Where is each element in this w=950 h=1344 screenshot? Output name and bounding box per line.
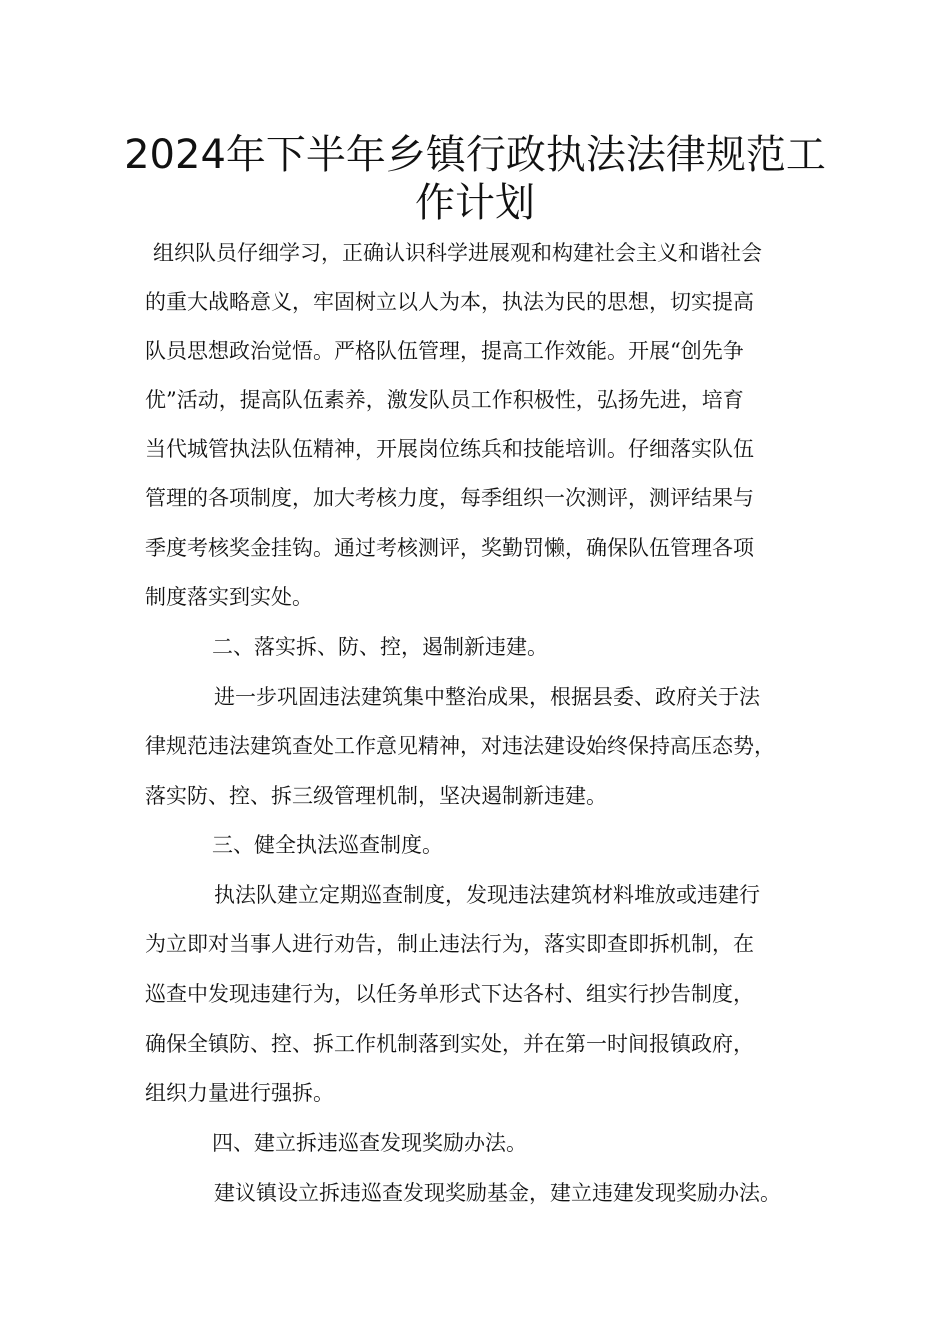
paragraph-line: 巡查中发现违建行为，以任务单形式下达各村、组实行抄告制度， xyxy=(145,982,754,1006)
document-title-line-2: 作计划 xyxy=(415,180,535,226)
section-heading: 三、健全执法巡查制度。 xyxy=(212,833,443,857)
paragraph-line: 为立即对当事人进行劝告，制止违法行为，落实即查即拆机制，在 xyxy=(145,932,754,956)
section-heading: 二、落实拆、防、控，遏制新违建。 xyxy=(212,635,548,659)
paragraph-line: 落实防、控、拆三级管理机制，坚决遏制新违建。 xyxy=(145,784,607,808)
paragraph-line: 季度考核奖金挂钩。通过考核测评，奖勤罚懒，确保队伍管理各项 xyxy=(145,536,754,560)
paragraph-line: 当代城管执法队伍精神，开展岗位练兵和技能培训。仔细落实队伍 xyxy=(145,437,754,461)
paragraph-line: 制度落实到实处。 xyxy=(145,585,313,609)
paragraph-line: 的重大战略意义，牢固树立以人为本，执法为民的思想，切实提高 xyxy=(145,290,754,314)
paragraph-line: 执法队建立定期巡查制度，发现违法建筑材料堆放或违建行 xyxy=(214,883,760,907)
paragraph-line: 进一步巩固违法建筑集中整治成果，根据县委、政府关于法 xyxy=(214,685,760,709)
paragraph-line: 管理的各项制度，加大考核力度，每季组织一次测评，测评结果与 xyxy=(145,486,754,510)
document-title-line-1: 2024年下半年乡镇行政执法法律规范工 xyxy=(124,132,826,178)
paragraph-line: 组织力量进行强拆。 xyxy=(145,1081,334,1105)
paragraph-line: 优”活动，提高队伍素养，激发队员工作积极性，弘扬先进，培育 xyxy=(145,388,744,412)
section-heading: 四、建立拆违巡查发现奖励办法。 xyxy=(212,1131,527,1155)
paragraph-line: 组织队员仔细学习，正确认识科学进展观和构建社会主义和谐社会 xyxy=(153,241,762,265)
paragraph-line: 律规范违法建筑查处工作意见精神，对违法建设始终保持高压态势， xyxy=(145,734,775,758)
paragraph-line: 确保全镇防、控、拆工作机制落到实处，并在第一时间报镇政府， xyxy=(145,1032,754,1056)
paragraph-line: 队员思想政治觉悟。严格队伍管理，提高工作效能。开展“创先争 xyxy=(145,339,744,363)
paragraph-line: 建议镇设立拆违巡查发现奖励基金，建立违建发现奖励办法。 xyxy=(214,1181,781,1205)
